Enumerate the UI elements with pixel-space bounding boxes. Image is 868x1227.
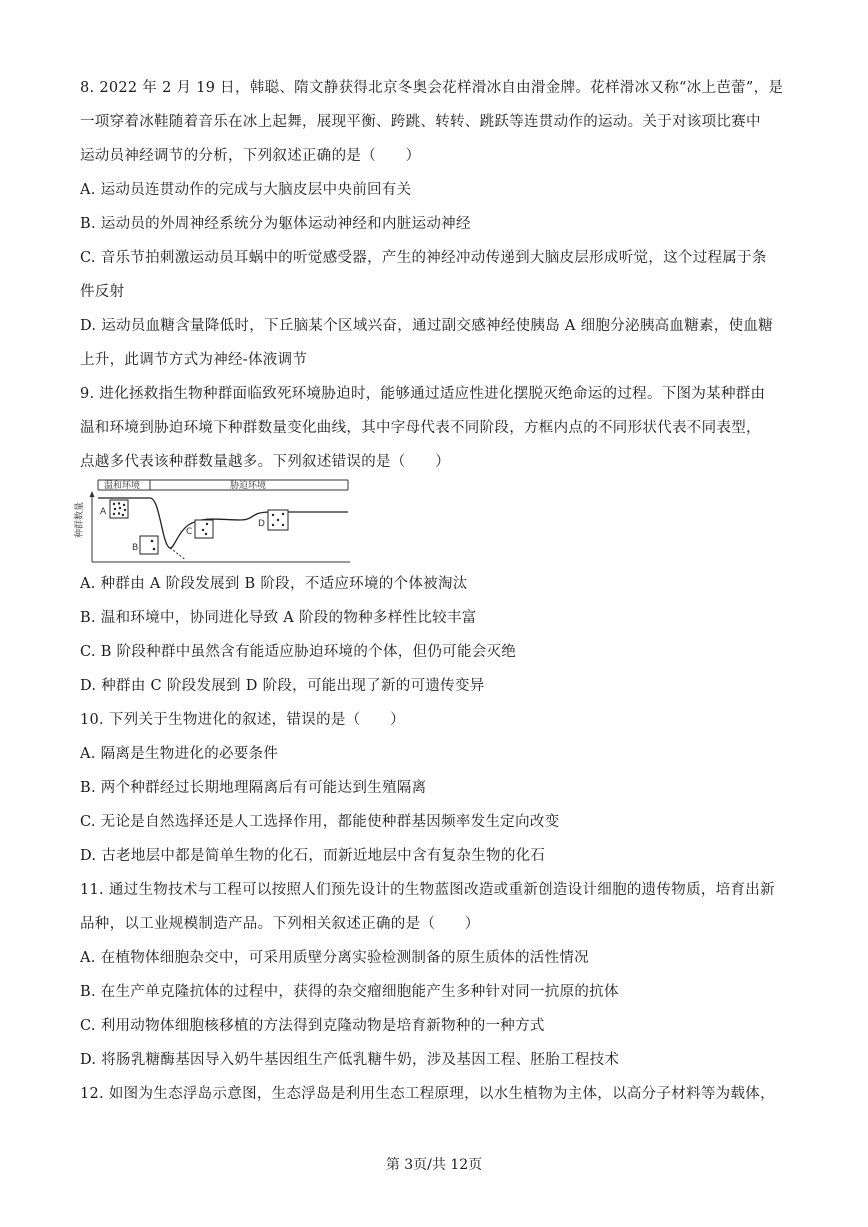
q8-stem-line-2: 一项穿着冰鞋随着音乐在冰上起舞，展现平衡、跨跳、转转、跳跃等连贯动作的运动。关于对该项比赛中 (80, 114, 761, 130)
population-curve (98, 498, 348, 548)
q8-option-d: D. 运动员血糖含量降低时，下丘脑某个区域兴奋，通过副交感神经使胰岛 A 细胞分泌胰高血糖素，使血糖 (80, 318, 774, 334)
q10-option-a: A. 隔离是生物进化的必要条件 (80, 746, 279, 762)
stage-c-label: C (186, 527, 193, 537)
q8-stem-line-1: 8. 2022 年 2 月 19 日，韩聪、隋文静获得北京冬奥会花样滑冰自由滑金牌。花样滑冰又称“冰上芭蕾”，是 (80, 80, 784, 96)
q8-option-c: C. 音乐节拍刺激运动员耳蜗中的听觉感受器，产生的神经冲动传递到大脑皮层形成听觉，这个过程属于条 (80, 250, 767, 266)
q9-option-b: B. 温和环境中，协同进化导致 A 阶段的物种多样性比较丰富 (80, 610, 477, 626)
stage-a-label: A (100, 507, 107, 517)
q11-option-d: D. 将肠乳糖酶基因导入奶牛基因组生产低乳糖牛奶，涉及基因工程、胚胎工程技术 (80, 1052, 620, 1068)
q11-option-b: B. 在生产单克隆抗体的过程中，获得的杂交瘤细胞能产生多种针对同一抗原的抗体 (80, 984, 619, 1000)
q11-stem-line-2: 品种，以工业规模制造产品。下列相关叙述正确的是（ ） (80, 916, 480, 932)
env-mild-label: 温和环境 (104, 481, 141, 491)
q10-stem: 10. 下列关于生物进化的叙述，错误的是（ ） (80, 712, 405, 728)
q9-stem-line-2: 温和环境到胁迫环境下种群数量变化曲线，其中字母代表不同阶段，方框内点的不同形状代表不同表型， (80, 420, 761, 436)
stage-c-box (195, 520, 213, 538)
q11-stem-line-1: 11. 通过生物技术与工程可以按照人们预先设计的生物蓝图改造或重新创造设计细胞的遗传物质，培育出新 (80, 882, 775, 898)
q11-option-c: C. 利用动物体细胞核移植的方法得到克隆动物是培育新物种的一种方式 (80, 1018, 545, 1034)
q9-stem-line-3: 点越多代表该种群数量越多。下列叙述错误的是（ ） (80, 454, 450, 470)
page-footer: 第 3页/共 12页 (385, 1157, 483, 1173)
q8-option-d-cont: 上升，此调节方式为神经-体液调节 (80, 352, 308, 368)
stage-d-label: D (258, 519, 265, 529)
population-curve-svg (70, 476, 360, 566)
q11-option-a: A. 在植物体细胞杂交中，可采用质壁分离实验检测制备的原生质体的活性情况 (80, 950, 589, 966)
env-stress-label: 胁迫环境 (230, 481, 267, 491)
population-curve-figure (70, 476, 360, 566)
q10-option-c: C. 无论是自然选择还是人工选择作用，都能使种群基因频率发生定向改变 (80, 814, 560, 830)
q9-option-c: C. B 阶段种群中虽然含有能适应胁迫环境的个体，但仍可能会灭绝 (80, 644, 517, 660)
q10-option-d: D. 古老地层中都是简单生物的化石，而新近地层中含有复杂生物的化石 (80, 848, 546, 864)
q10-option-b: B. 两个种群经过长期地理隔离后有可能达到生殖隔离 (80, 780, 427, 796)
stage-b-label: B (132, 543, 139, 553)
q8-option-a: A. 运动员连贯动作的完成与大脑皮层中央前回有关 (80, 182, 412, 198)
q9-option-d: D. 种群由 C 阶段发展到 D 阶段，可能出现了新的可遗传变异 (80, 678, 485, 694)
q8-option-c-cont: 件反射 (80, 284, 125, 300)
q8-stem-line-3: 运动员神经调节的分析，下列叙述正确的是（ ） (80, 148, 421, 164)
q9-stem-line-1: 9. 进化拯救指生物种群面临致死环境胁迫时，能够通过适应性进化摆脱灭绝命运的过程。下图为某种群由 (80, 386, 766, 402)
q12-stem-line-1: 12. 如图为生态浮岛示意图，生态浮岛是利用生态工程原理，以水生植物为主体，以高分子材料等为载体， (80, 1086, 775, 1102)
extinction-curve (170, 548, 186, 560)
y-axis-label: 种群数量 (75, 501, 85, 538)
stage-b-box (140, 536, 158, 554)
q9-option-a: A. 种群由 A 阶段发展到 B 阶段，不适应环境的个体被淘汰 (80, 576, 468, 592)
q8-option-b: B. 运动员的外周神经系统分为躯体运动神经和内脏运动神经 (80, 216, 471, 232)
